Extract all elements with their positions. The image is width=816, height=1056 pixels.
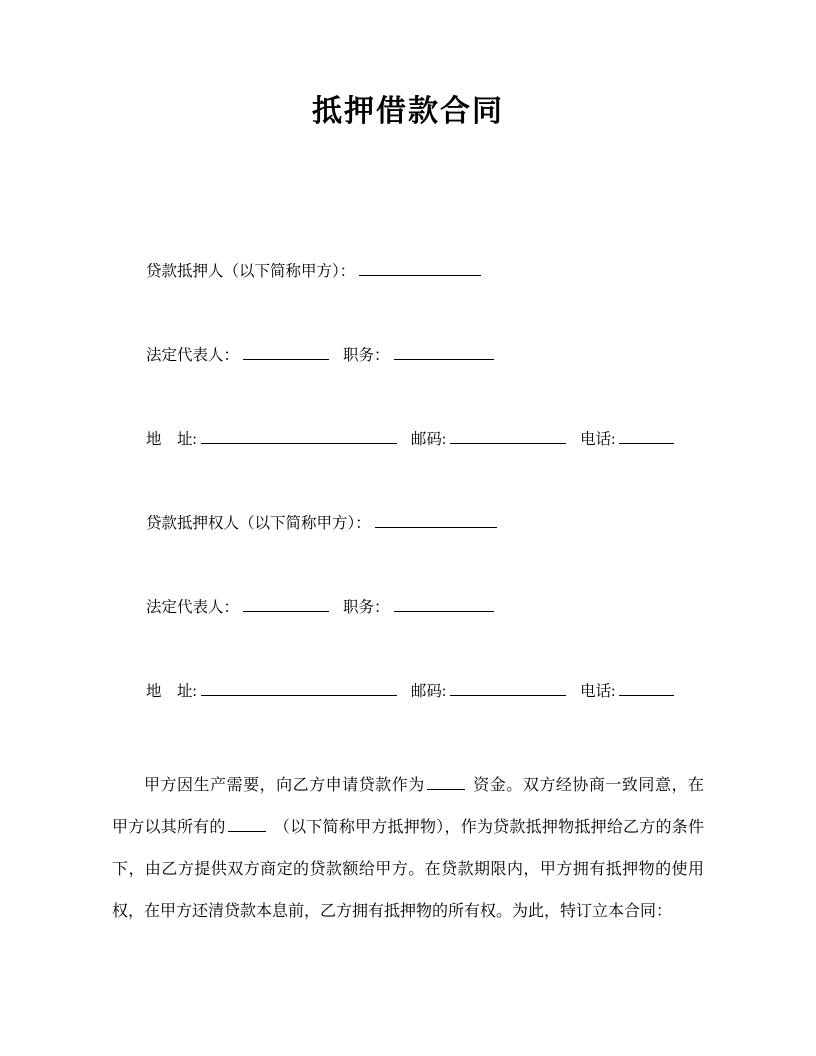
mortgagee-name-blank bbox=[375, 513, 497, 528]
intro-text-3: （以下简称甲方抵押物），作为贷款抵押物抵押给乙方的条件下，由乙方提供双方商定的贷款额给甲方。在贷款期限内，甲方拥有抵押物的使用权，在甲方还清贷款本息前，乙方拥有抵押物的所有权。为此，特订立本合同： bbox=[112, 819, 704, 920]
form-line-mortgagor bbox=[146, 261, 704, 279]
form-line-legal-rep-b bbox=[146, 597, 704, 615]
phone-b-label: 电话: bbox=[580, 683, 616, 700]
form-line-legal-rep-a bbox=[146, 345, 704, 363]
postcode-a-label: 邮码: bbox=[410, 431, 447, 448]
contract-intro-paragraph bbox=[112, 765, 704, 933]
mortgagor-name-blank bbox=[359, 261, 481, 276]
form-line-address-b bbox=[146, 681, 704, 699]
fund-purpose-blank bbox=[427, 775, 465, 790]
address-b-blank bbox=[201, 681, 397, 696]
intro-text-2: 资金。双方经协商一致同意，在甲方以其所有的 bbox=[112, 777, 704, 836]
postcode-a-blank bbox=[450, 429, 566, 444]
position-b-label: 职务： bbox=[343, 599, 390, 616]
collateral-blank bbox=[228, 817, 266, 832]
legal-rep-b-blank bbox=[243, 597, 329, 612]
position-a-label: 职务： bbox=[343, 347, 390, 364]
intro-text-1: 甲方因生产需要，向乙方申请贷款作为 bbox=[144, 777, 425, 794]
postcode-b-label: 邮码: bbox=[410, 683, 447, 700]
form-area bbox=[112, 261, 704, 699]
form-line-mortgagee bbox=[146, 513, 704, 531]
position-b-blank bbox=[394, 597, 494, 612]
phone-a-blank bbox=[619, 429, 674, 444]
address-a-blank bbox=[201, 429, 397, 444]
legal-rep-a-label: 法定代表人： bbox=[146, 347, 240, 364]
mortgagor-label: 贷款抵押人（以下简称甲方）： bbox=[146, 263, 356, 280]
legal-rep-a-blank bbox=[243, 345, 329, 360]
form-line-address-a bbox=[146, 429, 704, 447]
legal-rep-b-label: 法定代表人： bbox=[146, 599, 240, 616]
document-title: 抵押借款合同 bbox=[312, 95, 504, 128]
mortgagee-label: 贷款抵押权人（以下简称甲方）： bbox=[146, 515, 371, 532]
position-a-blank bbox=[394, 345, 494, 360]
phone-a-label: 电话: bbox=[580, 431, 616, 448]
phone-b-blank bbox=[619, 681, 674, 696]
address-a-label: 地 址: bbox=[146, 431, 197, 448]
postcode-b-blank bbox=[450, 681, 566, 696]
address-b-label: 地 址: bbox=[146, 683, 197, 700]
